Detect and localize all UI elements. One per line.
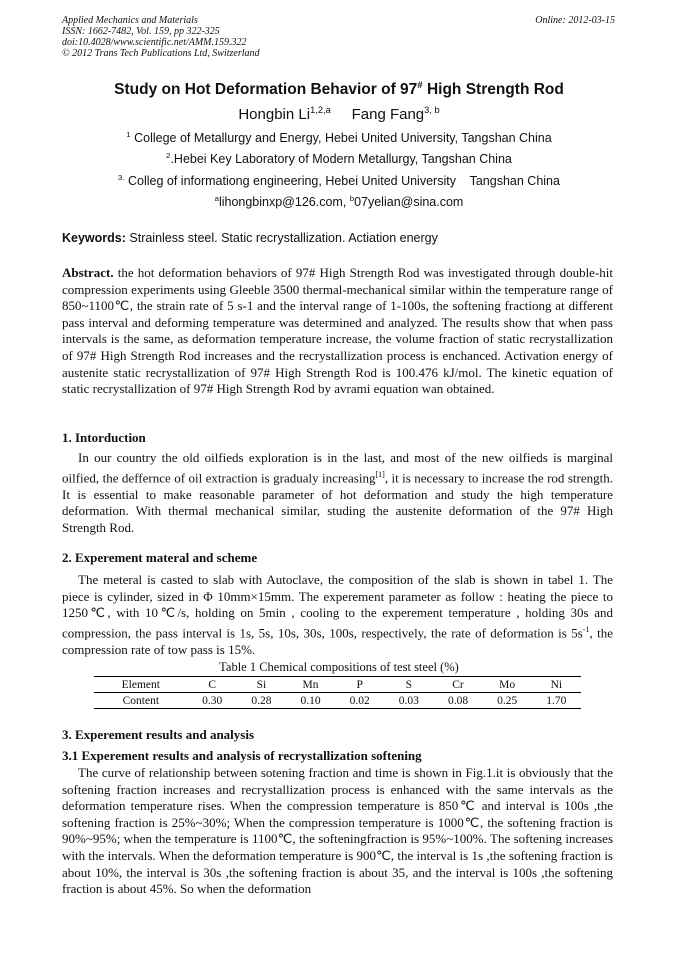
authors: Hongbin Li$^{1,2,a}$ Fang Fang$^{3, b}$ bbox=[238, 105, 440, 123]
table-header: Si bbox=[237, 677, 286, 693]
section-1-text: In our country the old oilfieds exploration is in the last, and most of the new oilfieds is marginal oilfied, the deffernce of oil extraction is gradualy increasing[1], it is necessary to increase the rod strength. It is essential to make reasonable parameter of hot deformation and study the high temperature deformation. With thermal mechanical similar, studing the austenite deformation of the 97# High Strength Rod. bbox=[62, 450, 613, 535]
table-cell: 0.25 bbox=[483, 693, 532, 709]
copyright: © 2012 Trans Tech Publications Ltd, Switzerland bbox=[62, 48, 260, 59]
section-2-heading: 2. Experement materal and scheme bbox=[62, 550, 258, 565]
table-cell: 0.10 bbox=[286, 693, 335, 709]
section-2-text: The meteral is casted to slab with Autoclave, the composition of the slab is shown in tabel 1. The piece is cylinder, sized in Φ 10mm×15mm. The experement parameter as follow : heating the piece to 1250℃, with 10℃/s, holding on 5min , cooling to the experement temperature , holding 30s and compression, the pass interval is 1s, 5s, 10s, 30s, 100s, respectively, the rate of deformation is $5s^{-1}$, the compression rate of tow pass is 15%. bbox=[62, 572, 613, 657]
emails: $^a$lihongbinxp@126.com, $^b$07yelian@sina.com bbox=[214, 194, 464, 210]
table-cell: Content bbox=[94, 693, 188, 709]
table-cell: 0.30 bbox=[188, 693, 237, 709]
table-row bbox=[94, 693, 581, 709]
table-header: Ni bbox=[532, 677, 581, 693]
table-header-row bbox=[94, 677, 581, 693]
author-1: Hongbin Li bbox=[238, 106, 311, 123]
table-header: Cr bbox=[433, 677, 482, 693]
table-cell: 1.70 bbox=[532, 693, 581, 709]
journal-name: Applied Mechanics and Materials bbox=[62, 15, 198, 26]
composition-table bbox=[94, 676, 581, 709]
section-3-heading: 3. Experement results and analysis bbox=[62, 727, 255, 742]
table-header: Mo bbox=[483, 677, 532, 693]
table-caption: Table 1 Chemical compositions of test steel (%) bbox=[219, 660, 459, 674]
affiliation-2: $^2$.Hebei Key Laboratory of Modern Metallurgy, Tangshan China bbox=[166, 151, 512, 167]
paper-title: Study on Hot Deformation Behavior of 97# High Strength Rod bbox=[114, 80, 564, 99]
author-2: Fang Fang bbox=[351, 106, 425, 123]
journal-info bbox=[62, 15, 260, 59]
section-3-1-heading: 3.1 Experement results and analysis of recrystallization softening bbox=[62, 748, 422, 763]
table-cell: 0.02 bbox=[335, 693, 384, 709]
table-header: S bbox=[384, 677, 433, 693]
table-cell: 0.08 bbox=[433, 693, 482, 709]
online-date: Online: 2012-03-15 bbox=[535, 15, 615, 26]
affiliation-1: $^1$ College of Metallurgy and Energy, Hebei United University, Tangshan China bbox=[126, 130, 552, 146]
table-cell: 0.03 bbox=[384, 693, 433, 709]
table-header: Element bbox=[94, 677, 188, 693]
abstract: Abstract. the hot deformation behaviors of 97# High Strength Rod was investigated through double-hit compression experiments using Gleeble 3500 thermal-mechanical similar within the temperature range of 850~1100℃, the strain rate of 5 s-1 and the interval range of 1-100s, the softening fractiong at different pass interval and deforming temperature was determined and analyzed. The results show that when pass intervals is the same, as deformation temperature increase, the volume fraction of static recrystallization of 97# High Strength Rod increases and the recrystallization process is enchanced. Activation energy of austenite static recrystallization of 97# High Strength Rod is 100.476 kJ/mol. The kinetic equation of static recrystallization of 97# High Strength Rod by avrami equation wan obtained. bbox=[62, 265, 613, 397]
issn: ISSN: 1662-7482, Vol. 159, pp 322-325 bbox=[62, 26, 220, 37]
table-header: C bbox=[188, 677, 237, 693]
table-header: P bbox=[335, 677, 384, 693]
doi: doi:10.4028/www.scientific.net/AMM.159.322 bbox=[62, 37, 247, 48]
affiliation-3: $^{3.}$ Colleg of informationg engineering, Hebei United University Tangshan China bbox=[118, 173, 560, 189]
table-header: Mn bbox=[286, 677, 335, 693]
section-1-heading: 1. Intorduction bbox=[62, 430, 146, 445]
section-3-1-text: The curve of relationship between sotening fraction and time is shown in Fig.1.it is obviously that the softening fraction increases and recrystallization process is enhanced with the same intervals as the deformation temperature rises. When the compression temperature is 850℃ and interval is 100s ,the softening fraction is 25%~30%; When the compression temperature is 1000℃, the softening fraction is 90%~95%; when the temperature is 1100℃, the softeningfraction is 95%~100%. The softening increases with the intervals. When the deformation temperature is 900℃, the interval is 1s ,the softening fraction is about 10%, the interval is 30s ,the softening fraction is about 35, and the interval is 100s ,the softening fraction is about 45%. So when the deformation bbox=[62, 765, 613, 897]
keywords: Keywords: Strainless steel. Static recrystallization. Actiation energy bbox=[62, 231, 438, 245]
table-cell: 0.28 bbox=[237, 693, 286, 709]
